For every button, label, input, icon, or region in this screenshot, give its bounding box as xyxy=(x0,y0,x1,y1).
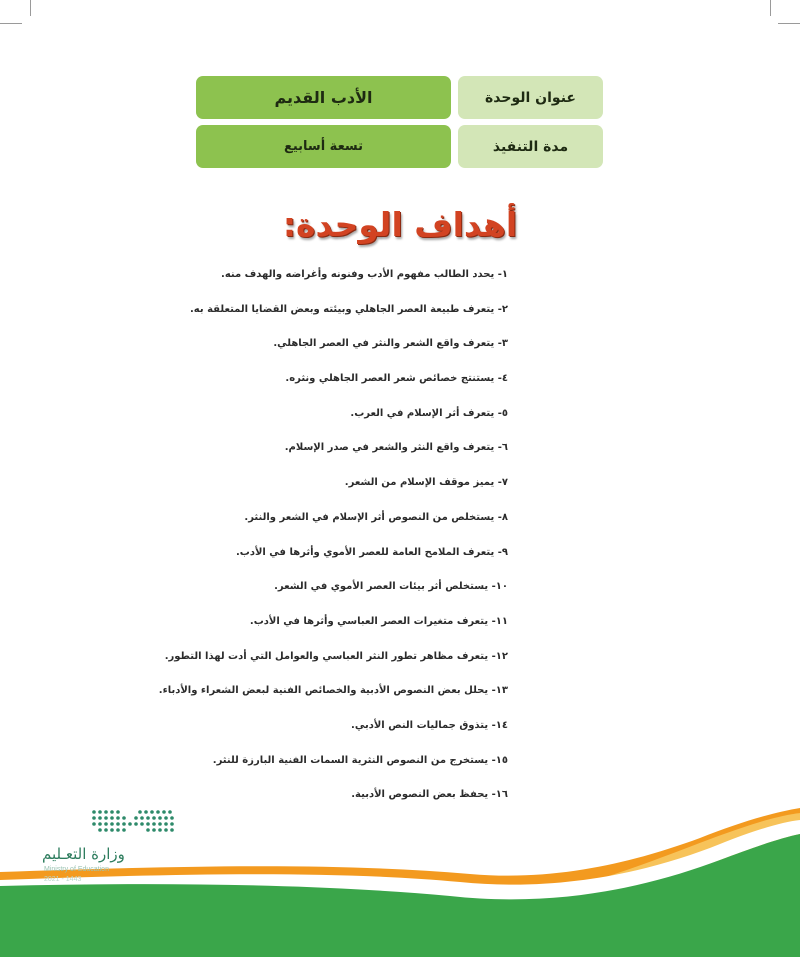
duration-label: مدة التنفيذ xyxy=(458,125,603,168)
objective-item: ٢- يتعرف طبيعة العصر الجاهلي وبيئته وبعض القضايا المتعلقة به. xyxy=(190,303,508,315)
objectives-list xyxy=(28,262,508,817)
objective-item: ٧- يميز موقف الإسلام من الشعر. xyxy=(344,477,508,489)
unit-info-table xyxy=(196,76,603,168)
crop-mark-top-right xyxy=(778,23,800,24)
objectives-heading: أهداف الوحدة: xyxy=(282,205,518,244)
objective-item: ١٤- يتذوق جماليات النص الأدبي. xyxy=(351,719,508,731)
objective-item: ٩- يتعرف الملامح العامة للعصر الأموي وأثرها في الأدب. xyxy=(235,546,508,558)
objective-item: ١- يحدد الطالب مفهوم الأدب وفنونه وأغراضه والهدف منه. xyxy=(221,269,508,280)
crop-mark-top-left-v xyxy=(30,0,31,16)
crop-mark-top-right-v xyxy=(770,0,771,16)
objective-item: ٥- يتعرف أثر الإسلام في العرب. xyxy=(350,407,508,419)
unit-title-value: الأدب القديم xyxy=(196,76,451,119)
objective-item: ١٣- يحلل بعض النصوص الأدبية والخصائص الفنية لبعض الشعراء والأدباء. xyxy=(158,685,508,697)
duration-value: تسعة أسابيع xyxy=(196,125,451,168)
ministry-name-arabic: وزارة التعـليم xyxy=(42,845,125,863)
objective-item: ٨- يستخلص من النصوص أثر الإسلام في الشعر والنثر. xyxy=(244,511,508,523)
ministry-name-english: Ministry of Education xyxy=(44,866,109,873)
objective-item: ٤- يستنتج خصائص شعر العصر الجاهلي ونثره. xyxy=(285,373,508,385)
objective-item: ١١- يتعرف متغيرات العصر العباسي وأثرها في الأدب. xyxy=(249,615,508,627)
unit-title-label: عنوان الوحدة xyxy=(458,76,603,119)
objective-item: ٣- يتعرف واقع الشعر والنثر في العصر الجاهلي. xyxy=(273,338,508,350)
objective-item: ١٠- يستخلص أثر بيئات العصر الأموي في الشعر. xyxy=(274,581,508,593)
objective-item: ١٢- يتعرف مظاهر تطور النثر العباسي والعوامل التي أدت لهذا التطور. xyxy=(164,650,508,662)
ministry-logo-year: 2021 - 1443 xyxy=(44,876,82,883)
objective-item: ١٦- يحفظ بعض النصوص الأدبية. xyxy=(351,789,508,801)
objective-item: ٦- يتعرف واقع النثر والشعر في صدر الإسلام. xyxy=(284,442,508,454)
objective-item: ١٥- يستخرج من النصوص النثرية السمات الفنية البارزة للنثر. xyxy=(212,754,508,766)
crop-mark-top-left xyxy=(0,23,22,24)
